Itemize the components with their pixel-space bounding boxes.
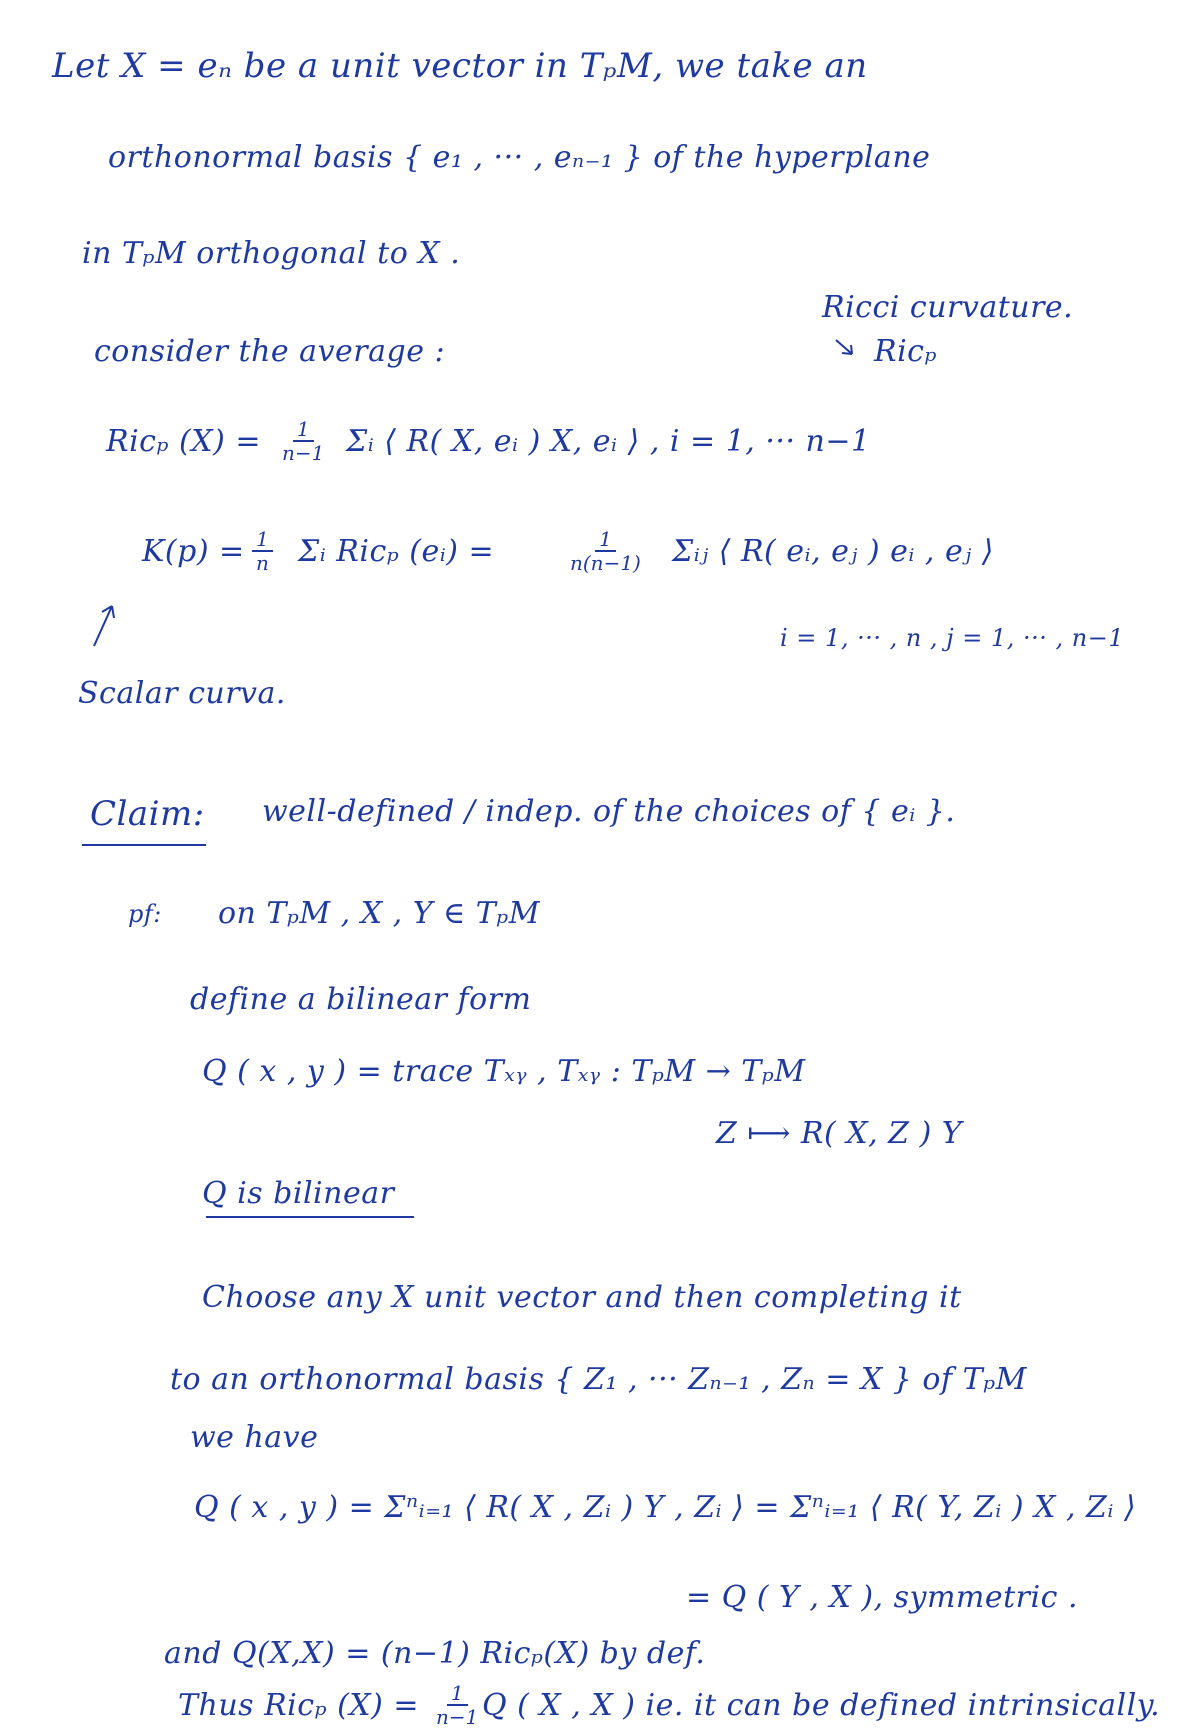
proof-on-tpm: on TₚM , X , Y ∈ TₚM	[218, 896, 541, 931]
consider-average-line: consider the average :	[94, 334, 446, 369]
scalar-curvature-label: Scalar curva.	[78, 676, 286, 711]
we-have: we have	[190, 1420, 319, 1455]
line-orthonormal-basis: orthonormal basis { e₁ , ··· , eₙ₋₁ } of the hyperplane	[108, 140, 931, 175]
eq-scalar-mid: Σᵢ Ricₚ (eᵢ) =	[298, 534, 495, 569]
fraction-one-over-n-minus-1: $\frac{1}{n-1}$	[282, 417, 325, 465]
claim-text: well-defined / indep. of the choices of { eᵢ }.	[262, 794, 956, 829]
q-definition: Q ( x , y ) = trace Tₓᵧ , Tₓᵧ : TₚM → TₚM	[202, 1054, 806, 1089]
claim-label: Claim:	[90, 794, 205, 834]
q-map-definition: Z ⟼ R( X, Z ) Y	[716, 1116, 963, 1151]
scalar-pointer-arrow-icon	[88, 600, 118, 650]
eq-scalar-rhs: Σᵢⱼ ⟨ R( eᵢ, eⱼ ) eᵢ , eⱼ ⟩	[672, 534, 994, 569]
ricci-curvature-label: Ricci curvature.	[822, 290, 1074, 325]
q-is-bilinear: Q is bilinear	[202, 1176, 395, 1211]
eq-ricci-average-rhs: Σᵢ ⟨ R( X, eᵢ ) X, eᵢ ⟩ , i = 1, ··· n−1	[346, 424, 871, 459]
conclusion-rhs: Q ( X , X ) ie. it can be defined intrinsically.	[482, 1688, 1161, 1723]
complete-orthonormal-basis: to an orthonormal basis { Z₁ , ··· Zₙ₋₁ , Zₙ = X } of TₚM	[170, 1362, 1027, 1397]
q-symmetric: = Q ( Y , X ), symmetric .	[686, 1580, 1078, 1615]
line-in-tpm-orthogonal: in TₚM orthogonal to X .	[82, 236, 461, 271]
conclusion-lhs: Thus Ricₚ (X) =	[178, 1688, 420, 1723]
proof-label: pf:	[128, 900, 162, 928]
claim-underline	[82, 844, 206, 846]
fraction-one-over-n: $\frac{1}{n}$	[252, 528, 273, 574]
define-bilinear-form: define a bilinear form	[190, 982, 532, 1017]
q-x-x-identity: and Q(X,X) = (n−1) Ricₚ(X) by def.	[164, 1636, 706, 1671]
q-sum-expansion: Q ( x , y ) = Σⁿᵢ₌₁ ⟨ R( X , Zᵢ ) Y , Zᵢ ⟩ = Σⁿᵢ₌₁ ⟨ R( Y, Zᵢ ) X , Zᵢ ⟩	[194, 1490, 1137, 1525]
fraction-conclusion: $\frac{1}{n-1}$	[436, 1681, 479, 1729]
ricci-short-label: Ricₚ	[874, 334, 937, 369]
eq-scalar-index-ranges: i = 1, ··· , n , j = 1, ··· , n−1	[780, 624, 1125, 652]
q-bilinear-underline	[206, 1216, 414, 1218]
ricci-pointer-arrow-icon	[832, 336, 858, 358]
eq-ricci-average-lhs: Ricₚ (X) =	[106, 424, 261, 459]
line-let-x-unit-vector: Let X = eₙ be a unit vector in TₚM, we take an	[52, 46, 868, 86]
fraction-one-over-n-n-minus-1: $\frac{1}{n(n-1)}$	[570, 527, 641, 575]
choose-unit-vector: Choose any X unit vector and then completing it	[202, 1280, 962, 1315]
eq-scalar-lhs: K(p) =	[142, 534, 245, 569]
